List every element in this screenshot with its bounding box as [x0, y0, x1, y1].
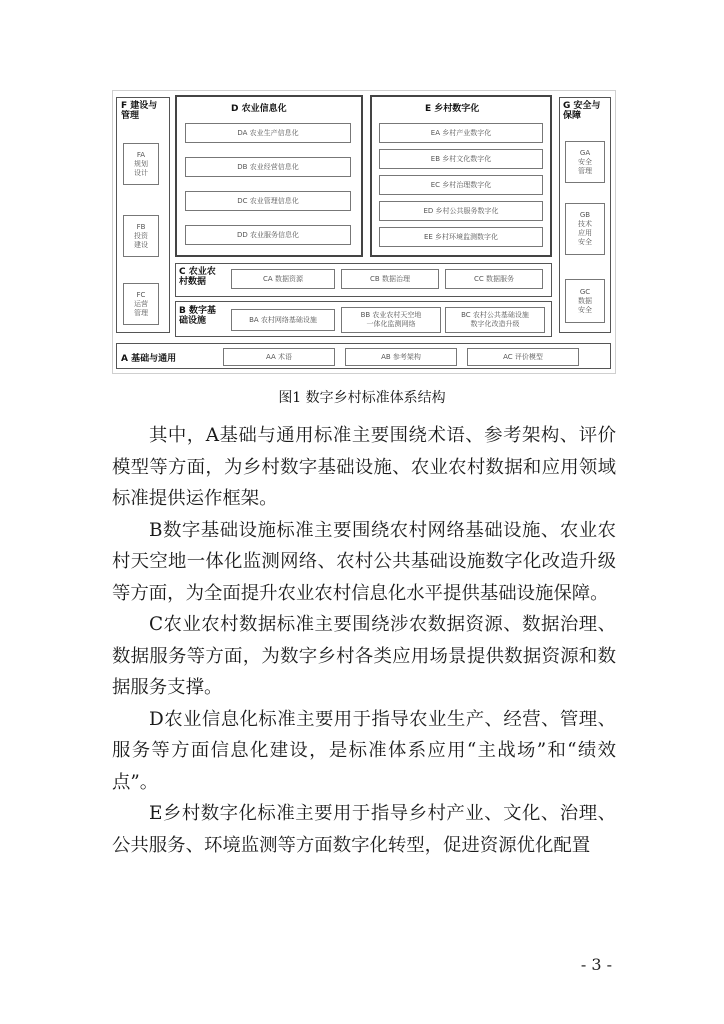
group-d-header: D 农业信息化	[231, 104, 287, 114]
item-gb: GB 技术 应用 安全	[565, 203, 605, 255]
item-fa: FA 规划 设计	[123, 143, 159, 185]
item-eb: EB 乡村文化数字化	[379, 149, 543, 169]
group-e-header: E 乡村数字化	[425, 104, 480, 114]
paragraph-e: E乡村数字化标准主要用于指导乡村产业、文化、治理、公共服务、环境监测等方面数字化转型，促进资源优化配置	[112, 803, 616, 856]
group-f-header: F 建设与 管理	[121, 101, 158, 121]
item-ac: AC 评价模型	[467, 348, 579, 366]
item-db: DB 农业经营信息化	[185, 157, 351, 177]
item-ec: EC 乡村治理数字化	[379, 175, 543, 195]
item-gc: GC 数据 安全	[565, 279, 605, 323]
item-dd: DD 农业服务信息化	[185, 225, 351, 245]
item-ga: GA 安全 管理	[565, 141, 605, 183]
item-dc: DC 农业管理信息化	[185, 191, 351, 211]
item-fb: FB 投资 建设	[123, 215, 159, 257]
paragraph-b: B数字基础设施标准主要围绕农村网络基础设施、农业农村天空地一体化监测网络、农村公共基础设施数字化改造升级等方面，为全面提升农业农村信息化水平提供基础设施保障。	[112, 519, 616, 604]
item-cb: CB 数据治理	[341, 269, 439, 289]
group-c-header: C 农业农 村数据	[179, 267, 216, 287]
page-number: - 3 -	[580, 955, 612, 974]
item-fc: FC 运营 管理	[123, 283, 159, 325]
group-g-header: G 安全与 保障	[563, 101, 601, 121]
item-cc: CC 数据服务	[445, 269, 543, 289]
item-aa: AA 术语	[223, 348, 335, 366]
item-ed: ED 乡村公共服务数字化	[379, 201, 543, 221]
body-text	[112, 420, 616, 861]
paragraph-a: 其中，A基础与通用标准主要围绕术语、参考架构、评价模型等方面，为乡村数字基础设施、农业农村数据和应用领域标准提供运作框架。	[112, 425, 616, 509]
group-b-header: B 数字基 础设施	[179, 306, 216, 326]
item-bc: BC 农村公共基础设施 数字化改造升级	[445, 307, 545, 333]
item-ca: CA 数据资源	[231, 269, 335, 289]
item-ea: EA 乡村产业数字化	[379, 123, 543, 143]
item-ee: EE 乡村环境监测数字化	[379, 227, 543, 247]
item-bb: BB 农业农村天空地 一体化监测网络	[341, 307, 441, 333]
figure-caption: 图1 数字乡村标准体系结构	[278, 390, 446, 406]
item-da: DA 农业生产信息化	[185, 123, 351, 143]
item-ba: BA 农村网络基础设施	[231, 309, 335, 331]
item-ab: AB 参考架构	[345, 348, 457, 366]
standard-system-diagram	[112, 90, 616, 374]
group-a-header: A 基础与通用	[121, 354, 177, 364]
paragraph-c: C农业农村数据标准主要围绕涉农数据资源、数据治理、数据服务等方面，为数字乡村各类应用场景提供数据资源和数据服务支撑。	[112, 614, 616, 698]
paragraph-d: D农业信息化标准主要用于指导农业生产、经营、管理、服务等方面信息化建设，是标准体系应用“主战场”和“绩效点”。	[112, 708, 616, 793]
